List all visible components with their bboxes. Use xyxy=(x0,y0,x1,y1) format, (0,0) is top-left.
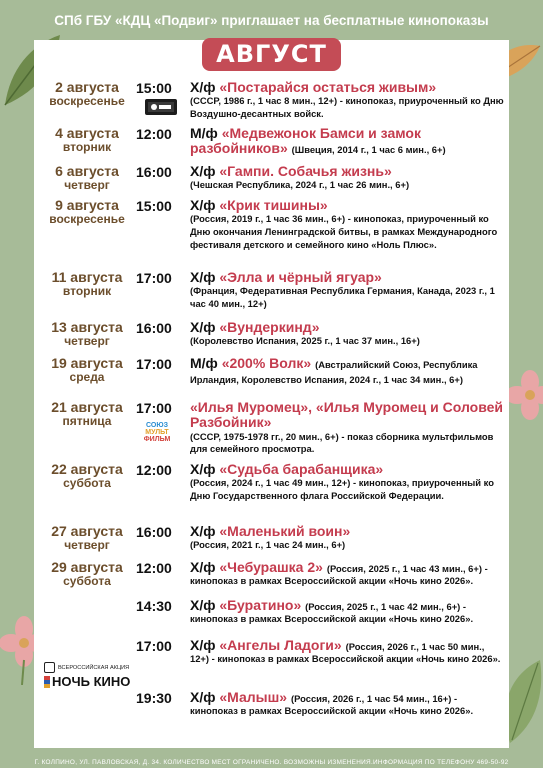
event-weekday: суббота xyxy=(63,475,111,490)
event-content xyxy=(190,164,508,192)
event-content xyxy=(190,126,508,157)
event-content xyxy=(190,80,508,121)
film-description: (Австралийский Союз, Республика Ирландия, Королевство Испания, 2024 г., 1 час 34 мин., 6+) xyxy=(190,359,478,386)
film-title: «Маленький воин» xyxy=(219,523,351,539)
event-time: 12:00 xyxy=(136,462,172,478)
event-weekday: пятница xyxy=(62,413,112,428)
event-date: 22 августа xyxy=(51,461,123,477)
event-content xyxy=(190,560,508,588)
event-weekday: четверг xyxy=(64,333,110,348)
soyuz-logo-line2: МУЛЬТ xyxy=(145,429,169,436)
film-description-inline: (Россия, 2026 г., 1 час 50 мин., xyxy=(345,641,485,652)
film-description: (СССР, 1975-1978 гг., 20 мин., 6+) - показ сборника мультфильмов для семейного просмотра. xyxy=(190,430,494,455)
film-title: «Постарайся остаться живым» xyxy=(219,79,437,95)
event-date: 27 августа xyxy=(51,523,123,539)
event-date-block xyxy=(44,400,130,427)
film-description: (Россия, 2021 г., 1 час 24 мин., 6+) xyxy=(190,539,346,551)
film-description: (Россия, 2024 г., 1 час 49 мин., 12+) - кинопоказ, приуроченный ко Дню Государственного флага Российской Федерации. xyxy=(190,477,494,501)
event-time: 17:00 xyxy=(136,638,172,654)
event-content xyxy=(190,690,508,718)
event-content xyxy=(190,598,508,626)
month-title-wrap xyxy=(0,38,543,71)
film-description: (Швеция, 2014 г., 1 час 6 мин., 6+) xyxy=(291,144,446,156)
event-content xyxy=(190,320,508,348)
film-description-inline: (Россия, 2026 г., 1 час 54 мин., 16+) - xyxy=(290,693,458,704)
event-content xyxy=(190,198,508,251)
film-title: «Судьба барабанщика» xyxy=(219,461,384,477)
event-date-block xyxy=(44,462,130,489)
event-time: 17:00 xyxy=(136,270,172,286)
film-description: (СССР, 1986 г., 1 час 8 мин., 12+) - кинопоказ, приуроченный ко Дню Воздушно-десантных войск. xyxy=(190,95,504,119)
flower-right-icon xyxy=(505,370,543,420)
noch-kino-logo xyxy=(44,662,134,689)
film-title: «Чебурашка 2» xyxy=(219,559,323,575)
film-title: «Медвежонок Бамси и замок разбойников» xyxy=(190,125,421,157)
event-time: 16:00 xyxy=(136,320,172,336)
event-date-block xyxy=(44,80,130,107)
film-description: (Чешская Республика, 2024 г., 1 час 26 мин., 6+) xyxy=(190,179,410,191)
event-date-block xyxy=(44,270,130,297)
event-date-block xyxy=(44,524,130,551)
film-description: (Франция, Федеративная Республика Германия, Канада, 2023 г., 1 час 40 мин., 12+) xyxy=(190,285,495,309)
film-studio-logo-icon xyxy=(145,99,177,115)
event-time: 17:00 xyxy=(136,400,172,416)
event-content xyxy=(190,400,508,456)
event-date: 29 августа xyxy=(51,559,123,575)
event-date: 19 августа xyxy=(51,355,123,371)
film-title: «Гампи. Собачья жизнь» xyxy=(219,163,392,179)
event-time: 15:00 xyxy=(136,198,172,214)
film-description: кинопоказ в рамках Всероссийской акции «Ночь кино 2026». xyxy=(190,705,474,717)
film-type: Х/ф xyxy=(190,637,216,653)
film-type: Х/ф xyxy=(190,689,216,705)
film-description: кинопоказ в рамках Всероссийской акции «Ночь кино 2026». xyxy=(190,613,474,625)
header-text: СПб ГБУ «КДЦ «Подвиг» приглашает на бесплатные кинопоказы xyxy=(54,12,489,28)
event-weekday: вторник xyxy=(62,139,112,154)
film-type: Х/ф xyxy=(190,461,216,477)
event-date-block xyxy=(44,198,130,225)
event-date-block xyxy=(44,356,130,383)
film-type: Х/ф xyxy=(190,597,216,613)
event-date: 6 августа xyxy=(55,163,119,179)
film-title: «Элла и чёрный ягуар» xyxy=(219,269,382,285)
film-description: 12+) - кинопоказ в рамках Всероссийской акции «Ночь кино 2026». xyxy=(190,653,501,665)
film-description-inline: (Россия, 2025 г., 1 час 42 мин., 6+) - xyxy=(305,601,467,612)
event-date: 21 августа xyxy=(51,399,123,415)
footer-info: Г. КОЛПИНО, УЛ. ПАВЛОВСКАЯ, Д. 34. КОЛИЧЕСТВО МЕСТ ОГРАНИЧЕНО. ВОЗМОЖНЫ ИЗМЕНЕНИЯ.ИНФОРМАЦИЯ ПО ТЕЛЕФОНУ 469-50-92 xyxy=(34,759,509,766)
film-description: (Россия, 2019 г., 1 час 36 мин., 6+) - кинопоказ, приуроченный ко Дню окончания Ленинградской битвы, в рамках Международного фестиваля детского и семейного кино «Ноль Плюс». xyxy=(190,213,498,250)
film-type: М/ф xyxy=(190,355,218,371)
film-type: Х/ф xyxy=(190,163,216,179)
event-time: 15:00 xyxy=(136,80,172,96)
event-date-block xyxy=(44,164,130,191)
film-type: Х/ф xyxy=(190,79,216,95)
event-date: 4 августа xyxy=(55,125,119,141)
event-time: 12:00 xyxy=(136,560,172,576)
film-type: Х/ф xyxy=(190,559,216,575)
event-time: 16:00 xyxy=(136,524,172,540)
event-date: 2 августа xyxy=(55,79,119,95)
event-content xyxy=(190,524,508,552)
event-date: 13 августа xyxy=(51,319,123,335)
header-banner xyxy=(0,0,543,40)
film-description-inline: (Россия, 2025 г., 1 час 43 мин., 6+) - xyxy=(326,563,488,574)
film-type: Х/ф xyxy=(190,319,216,335)
event-date-block xyxy=(44,560,130,587)
event-weekday: четверг xyxy=(64,537,110,552)
event-weekday: суббота xyxy=(63,573,111,588)
event-content xyxy=(190,356,508,387)
film-title: «200% Волк» xyxy=(221,355,312,371)
soyuz-logo-line3: ФИЛЬМ xyxy=(143,436,171,443)
noch-kino-dots-icon xyxy=(44,676,50,688)
film-description: (Королевство Испания, 2025 г., 1 час 37 мин., 16+) xyxy=(190,335,420,347)
film-title: «Малыш» xyxy=(219,689,288,705)
event-date: 9 августа xyxy=(55,197,119,213)
film-type: М/ф xyxy=(190,125,218,141)
event-content xyxy=(190,462,508,503)
event-weekday: четверг xyxy=(64,177,110,192)
event-date-block xyxy=(44,320,130,347)
film-type: Х/ф xyxy=(190,523,216,539)
event-weekday: среда xyxy=(69,369,105,384)
event-weekday: воскресенье xyxy=(49,211,125,226)
event-weekday: воскресенье xyxy=(49,93,125,108)
event-time: 19:30 xyxy=(136,690,172,706)
noch-kino-square-icon xyxy=(44,662,55,673)
event-date: 11 августа xyxy=(51,269,123,285)
event-weekday: вторник xyxy=(62,283,112,298)
event-time: 12:00 xyxy=(136,126,172,142)
month-title: АВГУСТ xyxy=(202,38,341,71)
film-type: Х/ф xyxy=(190,269,216,285)
noch-kino-title: НОЧЬ КИНО xyxy=(52,674,131,689)
film-title: «Буратино» xyxy=(219,597,302,613)
film-title: «Илья Муромец», «Илья Муромец и Соловей Разбойник» xyxy=(190,399,504,431)
film-title: «Крик тишины» xyxy=(219,197,328,213)
film-description: кинопоказ в рамках Всероссийской акции «Ночь кино 2026». xyxy=(190,575,474,587)
film-title: «Ангелы Ладоги» xyxy=(219,637,342,653)
soyuz-logo-line1: СОЮЗ xyxy=(146,422,168,429)
event-date-block xyxy=(44,126,130,153)
event-time: 14:30 xyxy=(136,598,172,614)
film-title: «Вундеркинд» xyxy=(219,319,320,335)
event-time: 16:00 xyxy=(136,164,172,180)
event-content xyxy=(190,270,508,311)
film-type: Х/ф xyxy=(190,197,216,213)
soyuzmultfilm-logo xyxy=(140,422,174,443)
noch-kino-subtitle: ВСЕРОССИЙСКАЯ АКЦИЯ xyxy=(58,664,130,671)
event-time: 17:00 xyxy=(136,356,172,372)
event-content xyxy=(190,638,508,666)
